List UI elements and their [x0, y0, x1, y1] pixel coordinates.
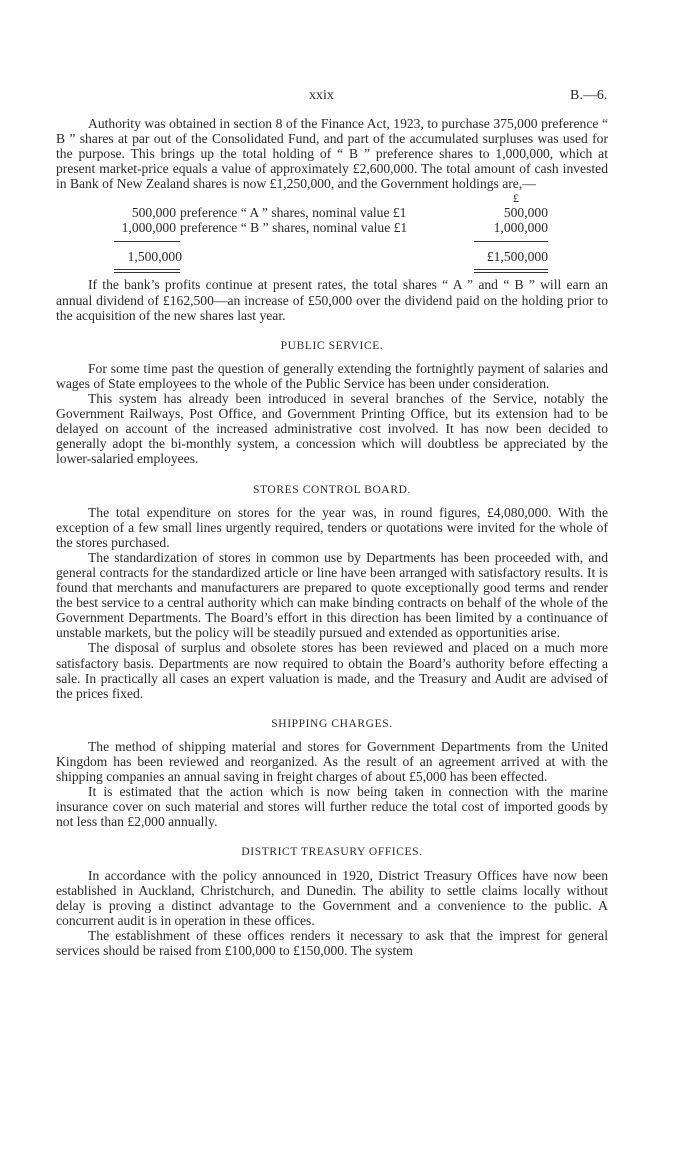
holding-value: 500,000 [503, 205, 548, 221]
paragraph: This system has already been introduced in several branches of the Service, notably the Government Railways, Post Office, and Government Printing Office, but its extension had to be delayed on account of the increased administrative cost involved. It has now been decided to generally adopt the bi-monthly system, a concession which will doubtless be appreciated by the lower-salaried employees. [56, 391, 608, 467]
holding-description: preference “ A ” shares, nominal value £1 [180, 205, 407, 221]
page-number: xxix [309, 88, 334, 103]
holding-value: 1,000,000 [493, 220, 548, 236]
holding-quantity: 1,000,000 [121, 220, 176, 236]
paragraph: The disposal of surplus and obsolete stores has been reviewed and placed on a much more satisfactory basis. Departments are now required to obtain the Board’s authority before effecting a sale. In practically all cases an expert valuation is made, and the Treasury and Audit are advised of the prices fixed. [56, 640, 608, 701]
paragraph: The standardization of stores in common use by Departments has been proceeded with, and general contracts for the standardized article or line have been arranged with satisfactory results. It is found that merchants and manufacturers are prepared to quote exceptionally good terms and render the best service to a central authority which can make binding contracts on behalf of the whole of the Government Departments. The Board’s effort in this direction has been limited by a continuance of unstable markets, but the policy will be steadily pursued and extended as opportunities arise. [56, 549, 608, 641]
table-row [56, 205, 608, 220]
section-heading-public-service: PUBLIC SERVICE. [280, 339, 384, 352]
document-body [56, 116, 608, 958]
table-row [56, 220, 608, 235]
total-double-rule [114, 269, 180, 273]
holding-quantity: 500,000 [131, 205, 176, 221]
section-heading-district-treasury: DISTRICT TREASURY OFFICES. [241, 846, 423, 859]
total-row [56, 249, 608, 264]
paragraph: If the bank’s profits continue at present rates, the total shares “ A ” and “ B ” will earn an annual dividend of £162,500—an increase of £50,000 over the dividend paid on the holding prior to the acquisition of the new shares last year. [56, 277, 608, 323]
total-value: £1,500,000 [486, 249, 548, 265]
holding-description: preference “ B ” shares, nominal value £1 [180, 220, 408, 236]
paragraph: It is estimated that the action which is now being taken in connection with the marine insurance cover on such material and stores will further reduce the total cost of imported goods by not less than £2,000 annually. [56, 784, 608, 830]
subtotal-rule [114, 241, 180, 242]
page-header [0, 88, 700, 108]
currency-label: £ [513, 191, 519, 206]
paragraph: Authority was obtained in section 8 of the Finance Act, 1923, to purchase 375,000 preference “ B ” shares at par out of the Consolidated Fund, and part of the accumulated surpluses was used for the purpose. This brings up the total holding of “ B ” preference shares to 1,000,000, which at present market-price equals a value of approximately £2,600,000. The total amount of cash invested in Bank of New Zealand shares is now £1,250,000, and the Government holdings are,— [56, 116, 608, 192]
paragraph: The establishment of these offices renders it necessary to ask that the imprest for general services should be raised from £100,000 to £150,000. The system [56, 927, 608, 959]
paragraph: The method of shipping material and stores for Government Departments from the United Kingdom has been reviewed and reorganized. As the result of an agreement arrived at with the shipping companies an annual saving in freight charges of about £5,000 has been effected. [56, 738, 608, 785]
paragraph: For some time past the question of generally extending the fortnightly payment of salaries and wages of State employees to the whole of the Public Service has been under consideration. [56, 360, 608, 391]
paragraph: In accordance with the policy announced in 1920, District Treasury Offices have now been established in Auckland, Christchurch, and Dunedin. The ability to settle claims locally without delay is proving a distinct advantage to the Government and a convenience to the public. A concurrent audit is in operation in these offices. [56, 867, 608, 928]
total-quantity: 1,500,000 [127, 249, 182, 265]
holdings-table [56, 191, 608, 277]
subtotal-rule [474, 241, 548, 242]
section-heading-stores-control: STORES CONTROL BOARD. [253, 483, 411, 496]
document-reference: B.—6. [570, 88, 608, 103]
paragraph: The total expenditure on stores for the year was, in round figures, £4,080,000. With the exception of a few small lines urgently required, tenders or quotations were invited for the whole of the stores purchased. [56, 504, 608, 550]
section-heading-shipping: SHIPPING CHARGES. [271, 717, 393, 730]
total-double-rule [474, 269, 548, 273]
